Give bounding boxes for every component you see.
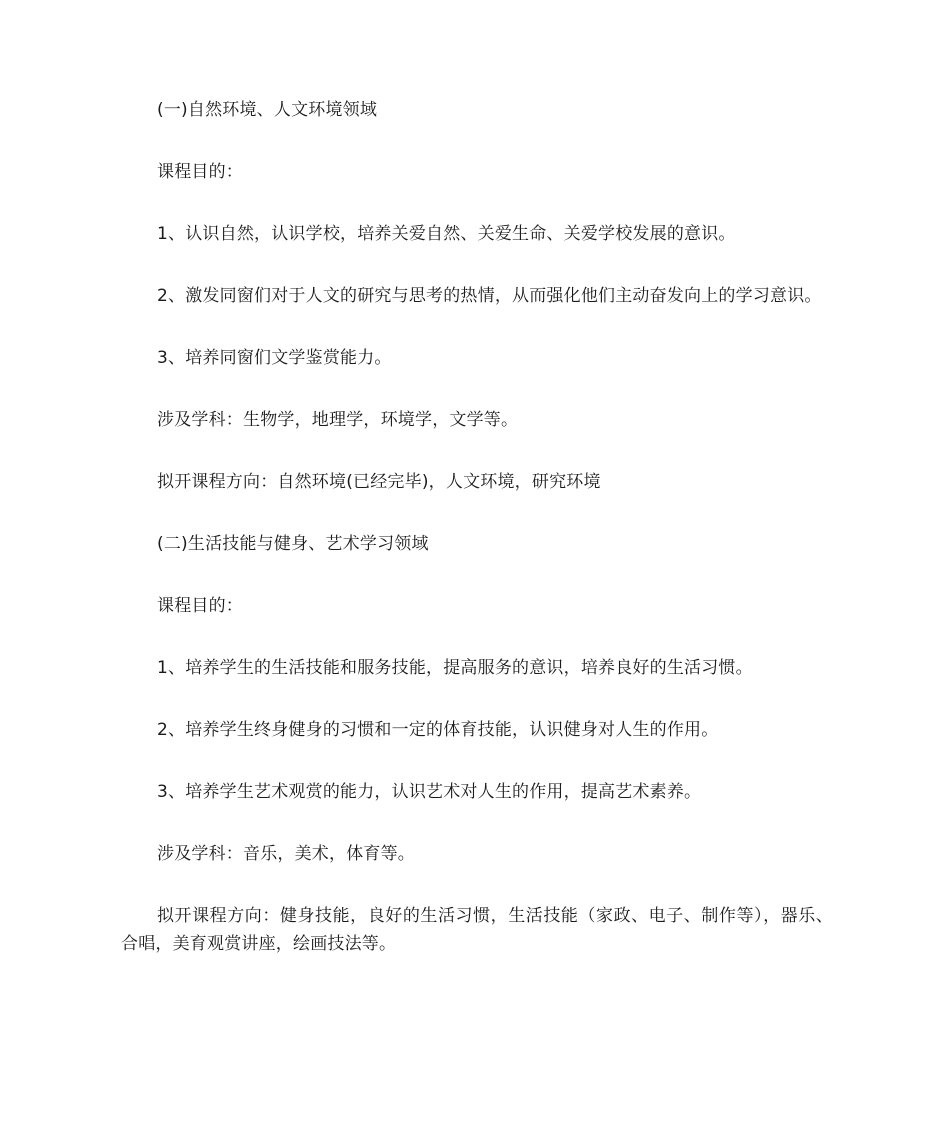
goal-item-1-3: 3、培养同窗们文学鉴赏能力。 bbox=[157, 348, 392, 368]
course-goal-label-1: 课程目的： bbox=[157, 162, 243, 182]
document-body bbox=[121, 96, 833, 992]
goal-item-1-1: 1、认识自然，认识学校，培养关爱自然、关爱生命、关爱学校发展的意识。 bbox=[157, 224, 736, 244]
subjects-2: 涉及学科：音乐，美术，体育等。 bbox=[157, 844, 415, 864]
subjects-1: 涉及学科：生物学，地理学，环境学，文学等。 bbox=[157, 410, 519, 430]
goal-item-2-2: 2、培养学生终身健身的习惯和一定的体育技能，认识健身对人生的作用。 bbox=[157, 720, 719, 740]
course-direction-1: 拟开课程方向：自然环境(已经完毕)，人文环境，研究环境 bbox=[157, 472, 601, 492]
course-goal-label-2: 课程目的： bbox=[157, 596, 243, 616]
goal-item-2-3: 3、培养学生艺术观赏的能力，认识艺术对人生的作用，提高艺术素养。 bbox=[157, 782, 702, 802]
section-heading-1: (一)自然环境、人文环境领域 bbox=[157, 100, 378, 120]
goal-item-2-1: 1、培养学生的生活技能和服务技能，提高服务的意识，培养良好的生活习惯。 bbox=[157, 658, 753, 678]
section-heading-2: (二)生活技能与健身、艺术学习领域 bbox=[157, 534, 429, 554]
course-direction-2: 拟开课程方向：健身技能，良好的生活习惯，生活技能（家政、电子、制作等），器乐、合唱，美育观赏讲座，绘画技法等。 bbox=[121, 906, 833, 954]
goal-item-1-2: 2、激发同窗们对于人文的研究与思考的热情，从而强化他们主动奋发向上的学习意识。 bbox=[157, 286, 822, 306]
